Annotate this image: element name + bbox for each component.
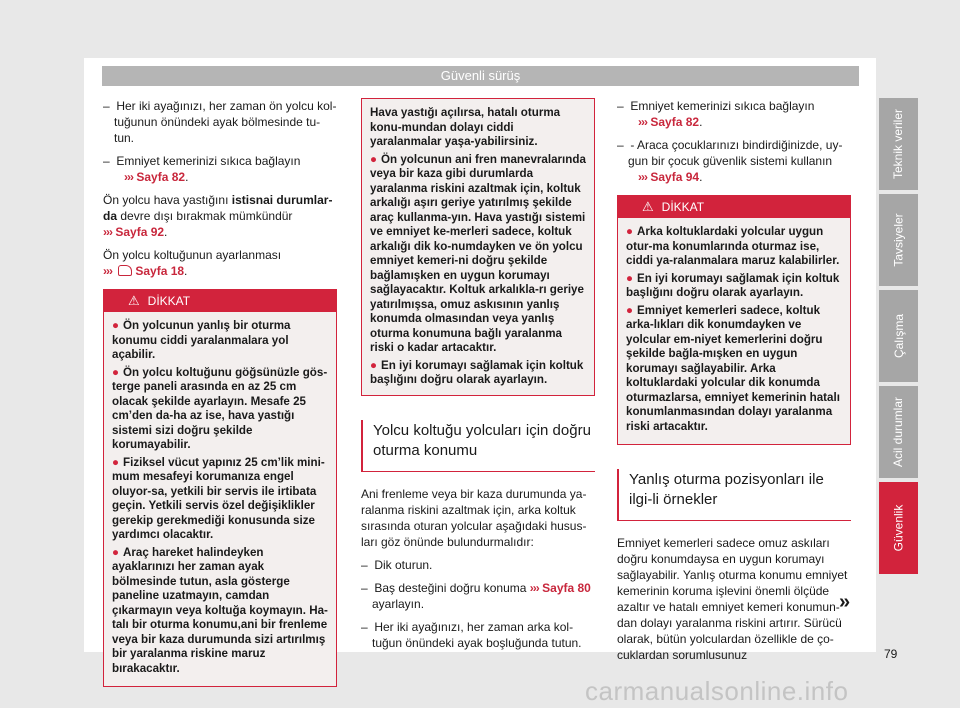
warning-item: ● Ön yolcu koltuğunu göğsünüzle gös-terge paneli arasında en az 25 cm olacak şekilde ayarlayın. Mesafe 25 cm’den da-ha az ise, hava yastığı sistemi sizi doğru şekilde korumayabilir. <box>112 365 328 451</box>
tab-technical-data[interactable]: Teknik veriler <box>879 98 918 190</box>
paragraph: Ön yolcu hava yastığını istisnai durumlar-da devre dışı bırakmak mümkündür ››› Sayfa 92. <box>103 193 333 239</box>
list-item: – Her iki ayağınızı, her zaman arka kol-tuğun önündeki ayak boşluğunda tutun. <box>361 619 595 651</box>
page-header: Güvenli sürüş <box>102 66 859 86</box>
tab-emergencies[interactable]: Acil durumlar <box>879 386 918 478</box>
page-link[interactable]: Sayfa 82 <box>650 115 700 129</box>
watermark: carmanualsonline.info <box>585 676 849 706</box>
paragraph: Ani frenleme veya bir kaza durumunda ya-ralanma riskini azaltmak için, arka koltuk sırasında oturan yolcular aşağıdaki husus-ları göz önünde bulundurmalıdır: <box>361 486 587 549</box>
warning-box-continued <box>361 98 595 396</box>
section-title: Yolcu koltuğu yolcuları için doğru oturma konumu <box>361 420 595 472</box>
list-item: – Emniyet kemerinizi sıkıca bağlayın ››› Sayfa 82. <box>103 153 337 185</box>
list-item: – Emniyet kemerinizi sıkıca bağlayın ››› Sayfa 82. <box>617 98 851 130</box>
tab-advice[interactable]: Tavsiyeler <box>879 194 918 286</box>
list-item: – Baş desteğini doğru konuma ››› Sayfa 80 ayarlayın. <box>361 580 595 612</box>
page-link[interactable]: Sayfa 18 <box>135 264 185 278</box>
warning-intro: Hava yastığı açılırsa, hatalı oturma konu-mundan dolayı ciddi yaralanmalar yaşa-yabilirsiniz. <box>370 106 561 148</box>
warning-item: ● Ön yolcunun ani fren manevralarında veya bir kaza gibi durumlarda yaralanma riskini azaltmak için, koltuk arkalığı aşırı geriye yatırılmış şekilde araç kullanma-yın. Hava yastığı sistemi ve emniyet ke-merleri sadece, koltuk arkalığı dik ko-numdayken ve ön yolcu emniyet kemeri-ni doğru şekilde bağlamışken en uygun korumayı sağlayacaktır. Koltuk arkalıkla-rı geriye yatırılmışsa, omuz askısının yanlış konumda olmasından veya yanlış oturma konumuna bağlı yaralanma riski o kadar artacaktır. <box>370 152 586 354</box>
warning-item: ● Emniyet kemerleri sadece, koltuk arka-lıkları dik konumdayken ve yolcular em-niyet kemerlerini doğru şekilde bağla-mışken en uygun korumayı sağlayabilir. Arka koltuklardaki yolcular dik konumda oturmazlarsa, emniyet kemerinin hatalı konumlanmasından dolayı yaralanma riski artacaktır. <box>626 303 840 433</box>
list-item: – Dik oturun. <box>361 557 595 573</box>
paragraph: Ön yolcu koltuğunun ayarlanması ››› Sayfa 18. <box>103 248 282 278</box>
car-seat-icon <box>118 265 132 276</box>
warning-triangle-icon: ⚠ <box>642 199 654 214</box>
page-link[interactable]: Sayfa 94 <box>650 170 700 184</box>
section-title: Yanlış oturma pozisyonları ile ilgi-li örnekler <box>617 469 851 521</box>
paragraph: Emniyet kemerleri sadece omuz askıları doğru konumdaysa en uygun korumayı sağlayabilir. Yanlış oturma konumu emniyet kemerinin koruma işlevini önemli ölçüde azaltır ve hatalı emniyet kemeri konumun-dan dolayı yaralanma riskini artırır. Sürücü olarak, bütün yolculardan özellikle de ço-cuklardan sorumlusunuz <box>617 536 848 662</box>
warning-item: ● Fiziksel vücut yapınız 25 cm’lik mini-mum mesafeyi korumanıza engel oluyor-sa, yetkili bir servis ile irtibata geçin. Yetkili servis özel değişiklikler gerekip gerekmediği konusunda size yardımcı olacaktır. <box>112 455 325 541</box>
page-link[interactable]: Sayfa 82 <box>136 170 186 184</box>
list-item: – - Araca çocuklarınızı bindirdiğinizde, uy-gun bir çocuk güvenlik sistemi kullanın ››› Sayfa 94. <box>617 137 851 185</box>
chapter-tabs <box>879 98 918 578</box>
warning-item: ● Araç hareket halindeyken ayaklarınızı her zaman ayak bölmesinde tutun, asla gösterge paneline uzatmayın, camdan çıkarmayın veya koltuğa koymayın. Ha-talı bir oturma konumu,ani bir frenleme veya bir kaza durumunda sizi artırılmış bir yaralanma riskine maruz bırakacaktır. <box>112 545 328 675</box>
page-link[interactable]: Sayfa 92 <box>115 225 165 239</box>
column-3 <box>617 98 851 670</box>
warning-triangle-icon: ⚠ <box>128 293 140 308</box>
page-number: 79 <box>884 647 898 661</box>
warning-item: ● Ön yolcunun yanlış bir oturma konumu ciddi yaralanmalara yol açabilir. <box>112 319 291 361</box>
warning-header: ⚠ DİKKAT <box>104 290 336 312</box>
warning-box <box>103 289 337 687</box>
column-1 <box>103 98 337 695</box>
warning-box <box>617 195 851 445</box>
warning-header: ⚠ DİKKAT <box>618 196 850 218</box>
tab-operation[interactable]: Çalışma <box>879 290 918 382</box>
warning-item: ● En iyi korumayı sağlamak için koltuk başlığını doğru olarak ayarlayın. <box>370 358 584 386</box>
list-item: – Her iki ayağınızı, her zaman ön yolcu kol-tuğunun önündeki ayak bölmesinde tu-tun. <box>103 98 337 146</box>
page-link[interactable]: Sayfa 80 <box>542 580 591 595</box>
warning-item: ● En iyi korumayı sağlamak için koltuk başlığını doğru olarak ayarlayın. <box>626 271 840 299</box>
column-2 <box>361 98 595 658</box>
continue-arrow-icon: » <box>839 591 851 613</box>
warning-item: ● Arka koltuklardaki yolcular uygun otur-ma konumlarında oturmaz ise, ciddi ya-ralanmalara maruz kalabilirler. <box>626 225 840 267</box>
tab-safety[interactable]: Güvenlik <box>879 482 918 574</box>
